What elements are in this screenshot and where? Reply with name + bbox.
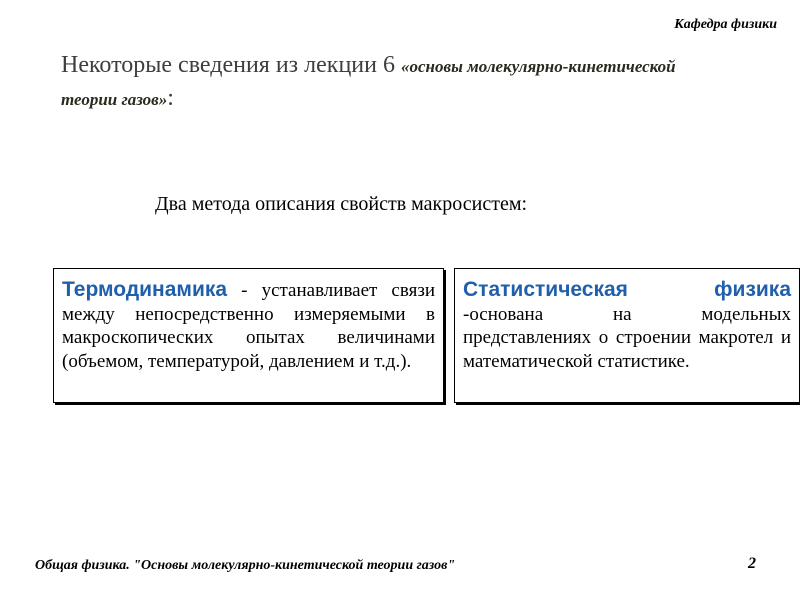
statistical-physics-description: -основана на модельных представлениях о строении макротел и математической статистике. xyxy=(463,303,791,372)
thermodynamics-description: - устанавливает связи между непосредственно измеряемыми в макроскопических опытах величинами (объемом, температурой, давлением и т.д.). xyxy=(62,280,435,372)
footer-course-title: Общая физика. "Основы молекулярно-кинетической теории газов" xyxy=(35,558,456,573)
statistical-physics-box xyxy=(454,268,800,403)
thermodynamics-term: Термодинамика xyxy=(62,278,228,301)
statistical-physics-term: Статистическая физика xyxy=(463,278,791,301)
heading-prefix: Некоторые сведения из лекции 6 xyxy=(61,52,401,78)
slide-heading xyxy=(61,50,701,116)
thermodynamics-box xyxy=(53,268,444,403)
slide-subtitle: Два метода описания свойств макросистем: xyxy=(155,193,528,215)
department-label: Кафедра физики xyxy=(674,17,777,32)
page-number: 2 xyxy=(748,555,756,572)
heading-suffix: : xyxy=(167,85,174,111)
heading-topic: «основы молекулярно-кинетической теории газов» xyxy=(61,57,676,109)
